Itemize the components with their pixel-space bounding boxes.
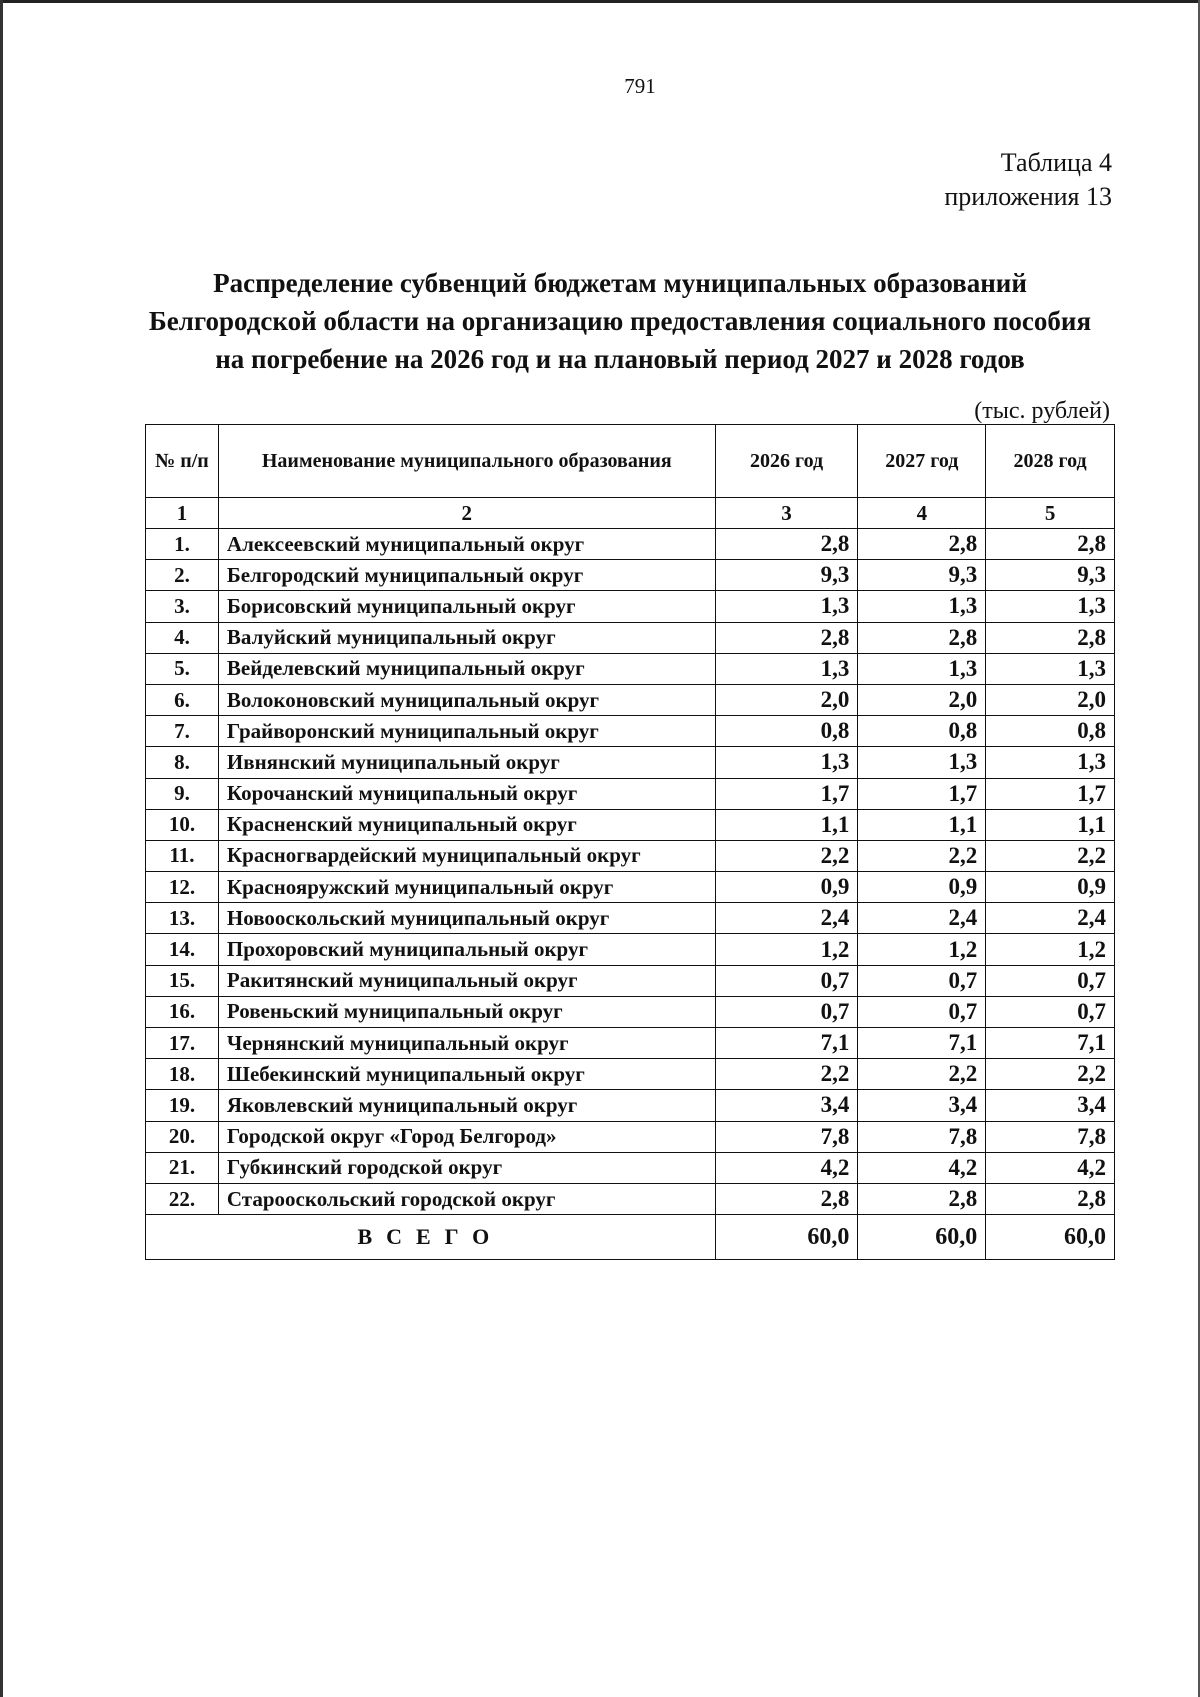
row-number: 15. — [146, 965, 219, 996]
value-2028: 0,9 — [986, 872, 1115, 903]
units-label: (тыс. рублей) — [974, 398, 1110, 424]
row-number: 9. — [146, 778, 219, 809]
value-2028: 0,7 — [986, 965, 1115, 996]
header-number: № п/п — [146, 425, 219, 498]
table-body — [146, 529, 1115, 1215]
value-2027: 1,1 — [858, 809, 986, 840]
table-row — [146, 1028, 1115, 1059]
row-number: 19. — [146, 1090, 219, 1121]
value-2027: 9,3 — [858, 560, 986, 591]
table-row — [146, 934, 1115, 965]
value-2028: 2,8 — [986, 622, 1115, 653]
table-header-row — [146, 425, 1115, 498]
value-2026: 2,8 — [715, 1183, 858, 1214]
header-2026: 2026 год — [715, 425, 858, 498]
column-number: 3 — [715, 498, 858, 529]
document-title-line1: Распределение субвенций бюджетам муниципальных образований — [213, 268, 1027, 298]
row-number: 3. — [146, 591, 219, 622]
row-number: 6. — [146, 684, 219, 715]
value-2027: 1,3 — [858, 747, 986, 778]
value-2028: 4,2 — [986, 1152, 1115, 1183]
value-2026: 3,4 — [715, 1090, 858, 1121]
row-number: 17. — [146, 1028, 219, 1059]
value-2027: 0,9 — [858, 872, 986, 903]
value-2027: 2,8 — [858, 529, 986, 560]
column-number: 4 — [858, 498, 986, 529]
column-number-row — [146, 498, 1115, 529]
value-2028: 0,8 — [986, 716, 1115, 747]
table-row — [146, 622, 1115, 653]
value-2028: 2,4 — [986, 903, 1115, 934]
total-2026: 60,0 — [715, 1215, 858, 1260]
value-2026: 1,3 — [715, 591, 858, 622]
row-number: 2. — [146, 560, 219, 591]
municipality-name: Грайворонский муниципальный округ — [218, 716, 715, 747]
value-2027: 2,8 — [858, 1183, 986, 1214]
value-2028: 1,2 — [986, 934, 1115, 965]
value-2027: 7,1 — [858, 1028, 986, 1059]
row-number: 1. — [146, 529, 219, 560]
municipality-name: Губкинский городской округ — [218, 1152, 715, 1183]
municipality-name: Белгородский муниципальный округ — [218, 560, 715, 591]
document-title-line2: Белгородской области на организацию предоставления социального пособия — [148, 306, 1092, 336]
column-number: 5 — [986, 498, 1115, 529]
table-row — [146, 1183, 1115, 1214]
table-row — [146, 1152, 1115, 1183]
value-2027: 2,2 — [858, 1059, 986, 1090]
value-2026: 1,1 — [715, 809, 858, 840]
value-2026: 2,2 — [715, 1059, 858, 1090]
value-2026: 7,1 — [715, 1028, 858, 1059]
row-number: 5. — [146, 653, 219, 684]
value-2028: 2,2 — [986, 840, 1115, 871]
municipality-name: Яковлевский муниципальный округ — [218, 1090, 715, 1121]
value-2027: 7,8 — [858, 1121, 986, 1152]
value-2027: 1,3 — [858, 653, 986, 684]
row-number: 13. — [146, 903, 219, 934]
table-row — [146, 809, 1115, 840]
table-row — [146, 560, 1115, 591]
value-2028: 2,2 — [986, 1059, 1115, 1090]
municipality-name: Борисовский муниципальный округ — [218, 591, 715, 622]
table-reference-line2: приложения 13 — [944, 182, 1112, 211]
municipality-name: Валуйский муниципальный округ — [218, 622, 715, 653]
value-2027: 1,7 — [858, 778, 986, 809]
scan-edge-left — [0, 0, 3, 1697]
municipality-name: Красногвардейский муниципальный округ — [218, 840, 715, 871]
row-number: 10. — [146, 809, 219, 840]
table-row — [146, 1121, 1115, 1152]
value-2026: 1,3 — [715, 653, 858, 684]
value-2028: 7,8 — [986, 1121, 1115, 1152]
value-2027: 2,2 — [858, 840, 986, 871]
municipality-name: Старооскольский городской округ — [218, 1183, 715, 1214]
value-2026: 1,2 — [715, 934, 858, 965]
document-title — [120, 264, 1120, 378]
value-2028: 1,3 — [986, 747, 1115, 778]
value-2028: 1,3 — [986, 591, 1115, 622]
total-row — [146, 1215, 1115, 1260]
row-number: 21. — [146, 1152, 219, 1183]
value-2027: 1,2 — [858, 934, 986, 965]
value-2026: 1,7 — [715, 778, 858, 809]
table-row — [146, 653, 1115, 684]
column-number: 1 — [146, 498, 219, 529]
page-number: 791 — [624, 74, 656, 98]
row-number: 20. — [146, 1121, 219, 1152]
document-title-line3: на погребение на 2026 год и на плановый период 2027 и 2028 годов — [215, 344, 1025, 374]
row-number: 4. — [146, 622, 219, 653]
municipality-name: Ивнянский муниципальный округ — [218, 747, 715, 778]
row-number: 18. — [146, 1059, 219, 1090]
value-2026: 4,2 — [715, 1152, 858, 1183]
total-2027: 60,0 — [858, 1215, 986, 1260]
municipality-name: Алексеевский муниципальный округ — [218, 529, 715, 560]
municipality-name: Ровеньский муниципальный округ — [218, 996, 715, 1027]
value-2027: 0,7 — [858, 965, 986, 996]
table-reference — [944, 146, 1112, 214]
municipality-name: Корочанский муниципальный округ — [218, 778, 715, 809]
municipality-name: Волоконовский муниципальный округ — [218, 684, 715, 715]
table-row — [146, 747, 1115, 778]
table-row — [146, 840, 1115, 871]
value-2027: 1,3 — [858, 591, 986, 622]
value-2027: 2,0 — [858, 684, 986, 715]
value-2026: 2,8 — [715, 622, 858, 653]
value-2026: 2,4 — [715, 903, 858, 934]
value-2026: 9,3 — [715, 560, 858, 591]
value-2026: 1,3 — [715, 747, 858, 778]
row-number: 14. — [146, 934, 219, 965]
table-row — [146, 684, 1115, 715]
municipality-name: Вейделевский муниципальный округ — [218, 653, 715, 684]
value-2028: 0,7 — [986, 996, 1115, 1027]
value-2026: 2,8 — [715, 529, 858, 560]
municipality-name: Красненский муниципальный округ — [218, 809, 715, 840]
value-2027: 2,8 — [858, 622, 986, 653]
value-2028: 2,8 — [986, 529, 1115, 560]
row-number: 22. — [146, 1183, 219, 1214]
table-reference-line1: Таблица 4 — [1000, 148, 1112, 177]
municipality-name: Ракитянский муниципальный округ — [218, 965, 715, 996]
municipality-name: Прохоровский муниципальный округ — [218, 934, 715, 965]
municipality-name: Городской округ «Город Белгород» — [218, 1121, 715, 1152]
municipality-name: Шебекинский муниципальный округ — [218, 1059, 715, 1090]
header-2027: 2027 год — [858, 425, 986, 498]
row-number: 11. — [146, 840, 219, 871]
value-2026: 0,9 — [715, 872, 858, 903]
municipality-name: Новооскольский муниципальный округ — [218, 903, 715, 934]
value-2028: 1,3 — [986, 653, 1115, 684]
table-row — [146, 996, 1115, 1027]
value-2026: 0,8 — [715, 716, 858, 747]
value-2028: 1,1 — [986, 809, 1115, 840]
table-row — [146, 872, 1115, 903]
row-number: 16. — [146, 996, 219, 1027]
table-row — [146, 716, 1115, 747]
header-name: Наименование муниципального образования — [218, 425, 715, 498]
value-2028: 2,0 — [986, 684, 1115, 715]
value-2026: 0,7 — [715, 965, 858, 996]
table-row — [146, 529, 1115, 560]
municipality-name: Чернянский муниципальный округ — [218, 1028, 715, 1059]
value-2026: 2,2 — [715, 840, 858, 871]
value-2028: 2,8 — [986, 1183, 1115, 1214]
table-row — [146, 965, 1115, 996]
table-row — [146, 1090, 1115, 1121]
header-2028: 2028 год — [986, 425, 1115, 498]
value-2028: 7,1 — [986, 1028, 1115, 1059]
row-number: 12. — [146, 872, 219, 903]
value-2026: 7,8 — [715, 1121, 858, 1152]
row-number: 8. — [146, 747, 219, 778]
value-2028: 9,3 — [986, 560, 1115, 591]
value-2027: 0,8 — [858, 716, 986, 747]
table-row — [146, 591, 1115, 622]
value-2026: 0,7 — [715, 996, 858, 1027]
total-2028: 60,0 — [986, 1215, 1115, 1260]
table-row — [146, 1059, 1115, 1090]
value-2027: 2,4 — [858, 903, 986, 934]
table-row — [146, 903, 1115, 934]
municipality-name: Краснояружский муниципальный округ — [218, 872, 715, 903]
total-label: ВСЕГО — [146, 1215, 716, 1260]
allocation-table — [145, 424, 1115, 1260]
value-2026: 2,0 — [715, 684, 858, 715]
value-2027: 4,2 — [858, 1152, 986, 1183]
value-2028: 3,4 — [986, 1090, 1115, 1121]
scan-edge-top — [0, 0, 1200, 3]
column-number: 2 — [218, 498, 715, 529]
table-row — [146, 778, 1115, 809]
value-2027: 3,4 — [858, 1090, 986, 1121]
row-number: 7. — [146, 716, 219, 747]
value-2027: 0,7 — [858, 996, 986, 1027]
value-2028: 1,7 — [986, 778, 1115, 809]
